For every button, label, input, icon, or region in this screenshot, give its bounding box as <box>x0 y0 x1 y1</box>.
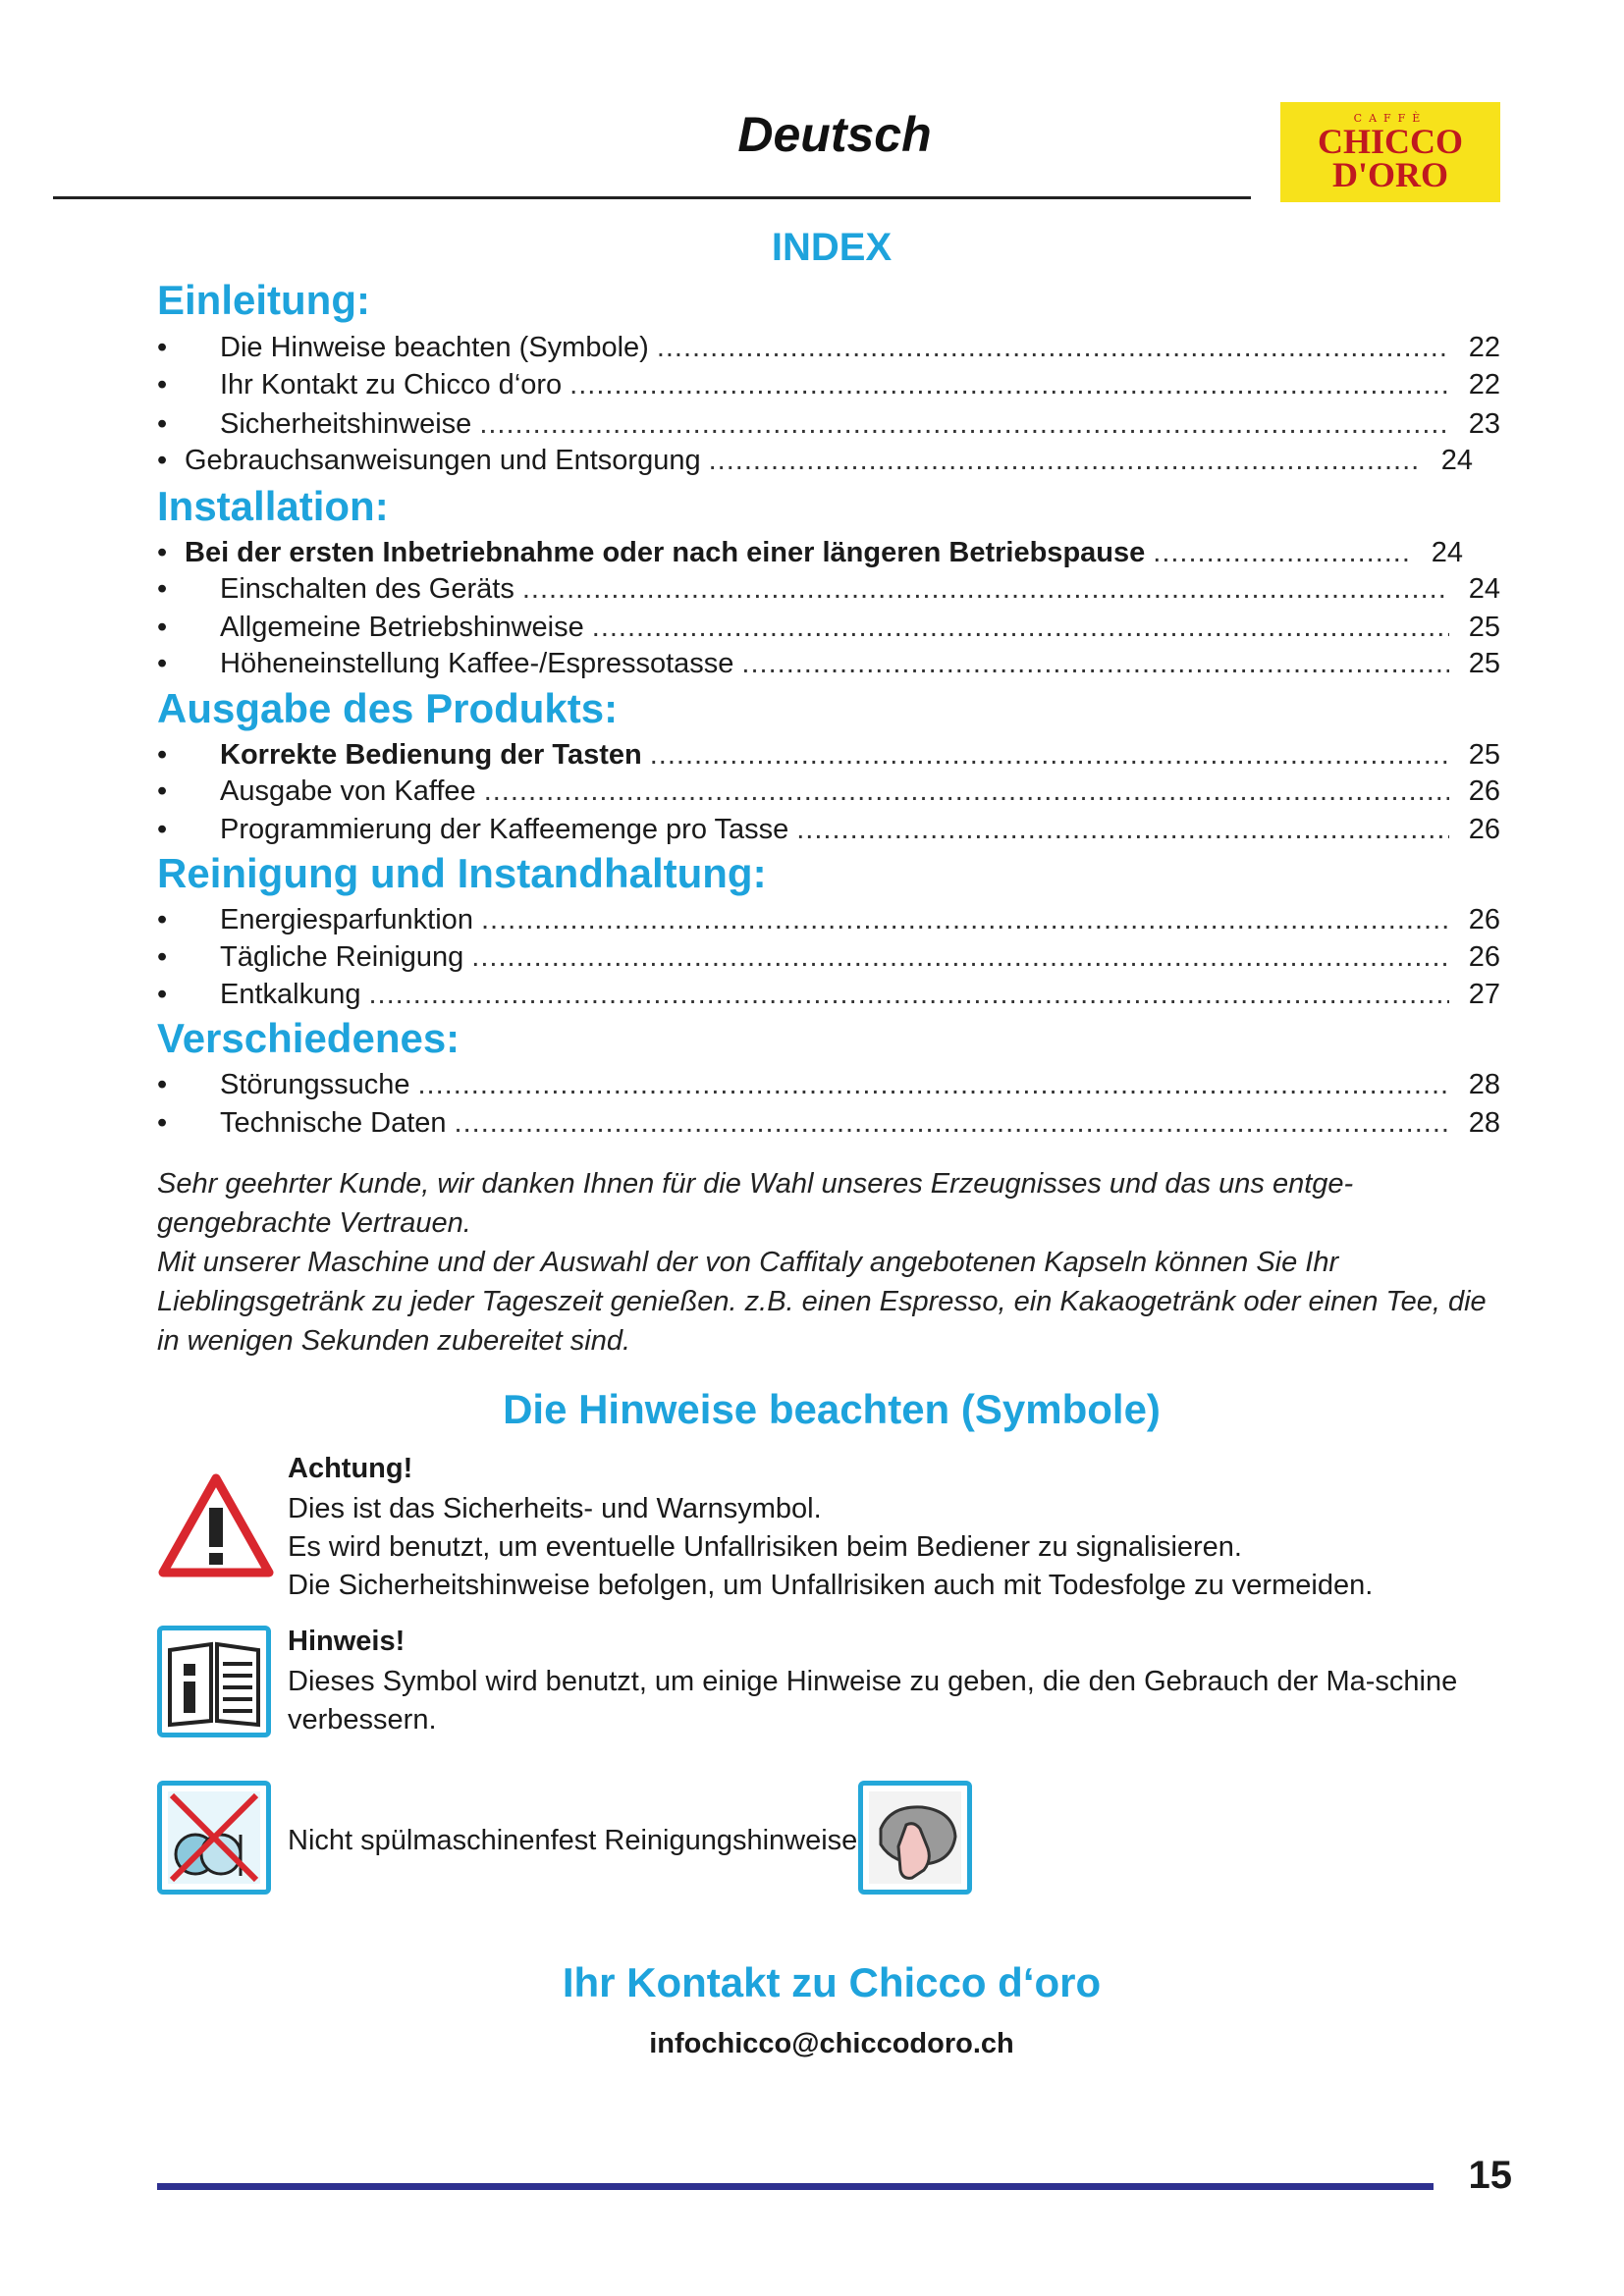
toc-row[interactable]: • Höheneinstellung Kaffee-/Espressotasse ..... 25 <box>157 647 1500 680</box>
info-book-icon <box>157 1626 271 1737</box>
warning-text <box>288 1490 1505 1605</box>
cleaning-text: Nicht spülmaschinenfest Reinigungshinweise <box>288 1825 858 1856</box>
intro-paragraph-1: Sehr geehrter Kunde, wir danken Ihnen für die Wahl unseres Erzeugnisses und das uns entge-gengebrachte Vertrauen. <box>157 1168 1354 1239</box>
toc-text: Energiesparfunktion <box>220 904 473 935</box>
toc-text: Sicherheitshinweise <box>220 408 472 440</box>
footer-rule <box>157 2183 1434 2190</box>
section-title-verschiedenes: Verschiedenes: <box>157 1015 460 1061</box>
language-title: Deutsch <box>737 107 932 162</box>
note-text: Dieses Symbol wird benutzt, um einige Hinweise zu geben, die den Gebrauch der Ma-schine verbessern. <box>288 1666 1458 1735</box>
logo-caffe: CAFFÈ <box>1353 112 1428 125</box>
toc-page: 26 <box>1468 941 1500 973</box>
toc-page: 24 <box>1468 573 1500 605</box>
page-number: 15 <box>1468 2154 1512 2197</box>
section-title-einleitung: Einleitung: <box>157 277 370 323</box>
intro-text <box>157 1164 1502 1361</box>
toc-page: 26 <box>1468 904 1500 935</box>
toc-row[interactable]: • Energiesparfunktion ..... 26 <box>157 903 1500 936</box>
toc-text: Ihr Kontakt zu Chicco d‘oro <box>220 369 563 400</box>
section-title-reinigung: Reinigung und Instandhaltung: <box>157 850 767 896</box>
toc-page: 22 <box>1468 369 1500 400</box>
toc-page: 28 <box>1468 1107 1500 1139</box>
contact-title: Ihr Kontakt zu Chicco d‘oro <box>562 1959 1102 2005</box>
toc-row[interactable]: • Entkalkung ..... 27 <box>157 978 1500 1011</box>
header-rule <box>53 196 1251 199</box>
toc-text: Tägliche Reinigung <box>220 941 464 973</box>
chicco-doro-logo <box>1280 102 1500 202</box>
warning-line: Es wird benutzt, um eventuelle Unfallrisiken beim Bediener zu signalisieren. <box>288 1531 1242 1563</box>
toc-page: 26 <box>1468 775 1500 807</box>
toc-row[interactable]: • Ihr Kontakt zu Chicco d‘oro ..... 22 <box>157 368 1500 401</box>
toc-text: Gebrauchsanweisungen und Entsorgung <box>185 445 701 476</box>
toc-text: Einschalten des Geräts <box>220 573 514 605</box>
warning-heading: Achtung! <box>288 1453 413 1484</box>
toc-row[interactable]: • Korrekte Bedienung der Tasten ..... 25 <box>157 738 1500 772</box>
toc-page: 28 <box>1468 1069 1500 1100</box>
section-title-ausgabe: Ausgabe des Produkts: <box>157 685 619 731</box>
intro-paragraph-2: Mit unserer Maschine und der Auswahl der von Caffitaly angebotenen Kapseln können Sie Ihr Lieblingsgetränk zu jeder Tageszeit genießen. z.B. einen Espresso, ein Kakaogetränk oder einen Tee, die in wenigen Sekunden zubereitet sind. <box>157 1247 1487 1357</box>
toc-page: 24 <box>1431 537 1463 568</box>
logo-line1: CHICCO <box>1317 122 1463 161</box>
toc-row[interactable]: • Die Hinweise beachten (Symbole) ..... 22 <box>157 331 1500 364</box>
contact-email[interactable]: infochicco@chiccodoro.ch <box>649 2028 1014 2059</box>
toc-row[interactable]: • Ausgabe von Kaffee ..... 26 <box>157 774 1500 808</box>
toc-text: Korrekte Bedienung der Tasten <box>220 739 642 771</box>
toc-text: Störungssuche <box>220 1069 410 1100</box>
no-dishwasher-icon <box>157 1781 271 1895</box>
toc-page: 23 <box>1468 408 1500 440</box>
toc-page: 27 <box>1468 979 1500 1010</box>
index-title: INDEX <box>771 226 893 269</box>
toc-row[interactable]: • Tägliche Reinigung ..... 26 <box>157 940 1500 974</box>
toc-page: 26 <box>1468 814 1500 845</box>
toc-text: Programmierung der Kaffeemenge pro Tasse <box>220 814 789 845</box>
toc-page: 25 <box>1468 648 1500 679</box>
section-title-installation: Installation: <box>157 483 389 529</box>
toc-page: 22 <box>1468 332 1500 363</box>
toc-row[interactable]: • Sicherheitshinweise ..... 23 <box>157 407 1500 441</box>
toc-row[interactable]: • Technische Daten ..... 28 <box>157 1106 1500 1140</box>
warning-line: Dies ist das Sicherheits- und Warnsymbol. <box>288 1493 822 1524</box>
toc-page: 24 <box>1440 445 1473 476</box>
note-heading: Hinweis! <box>288 1626 406 1657</box>
toc-row[interactable]: • Gebrauchsanweisungen und Entsorgung ..... 24 <box>157 444 1473 477</box>
hand-wash-icon <box>858 1781 972 1895</box>
toc-row[interactable]: • Programmierung der Kaffeemenge pro Tasse ..... 26 <box>157 813 1500 846</box>
warning-triangle-icon <box>157 1472 275 1580</box>
toc-row[interactable]: • Störungssuche ..... 28 <box>157 1068 1500 1101</box>
toc-row[interactable]: • Bei der ersten Inbetriebnahme oder nach einer längeren Betriebspause ..... 24 <box>157 536 1463 569</box>
toc-page: 25 <box>1468 739 1500 771</box>
toc-row[interactable]: • Einschalten des Geräts ..... 24 <box>157 572 1500 606</box>
toc-text: Entkalkung <box>220 979 361 1010</box>
toc-text: Die Hinweise beachten (Symbole) <box>220 332 649 363</box>
toc-text: Technische Daten <box>220 1107 447 1139</box>
logo-line2: D'ORO <box>1331 155 1448 194</box>
toc-text: Ausgabe von Kaffee <box>220 775 476 807</box>
toc-row[interactable]: • Allgemeine Betriebshinweise ..... 25 <box>157 611 1500 644</box>
toc-text: Bei der ersten Inbetriebnahme oder nach einer längeren Betriebspause <box>185 537 1146 568</box>
warning-line: Die Sicherheitshinweise befolgen, um Unfallrisiken auch mit Todesfolge zu vermeiden. <box>288 1570 1374 1601</box>
toc-page: 25 <box>1468 612 1500 643</box>
toc-text: Höheneinstellung Kaffee-/Espressotasse <box>220 648 734 679</box>
toc-text: Allgemeine Betriebshinweise <box>220 612 584 643</box>
symbols-title: Die Hinweise beachten (Symbole) <box>503 1386 1161 1432</box>
